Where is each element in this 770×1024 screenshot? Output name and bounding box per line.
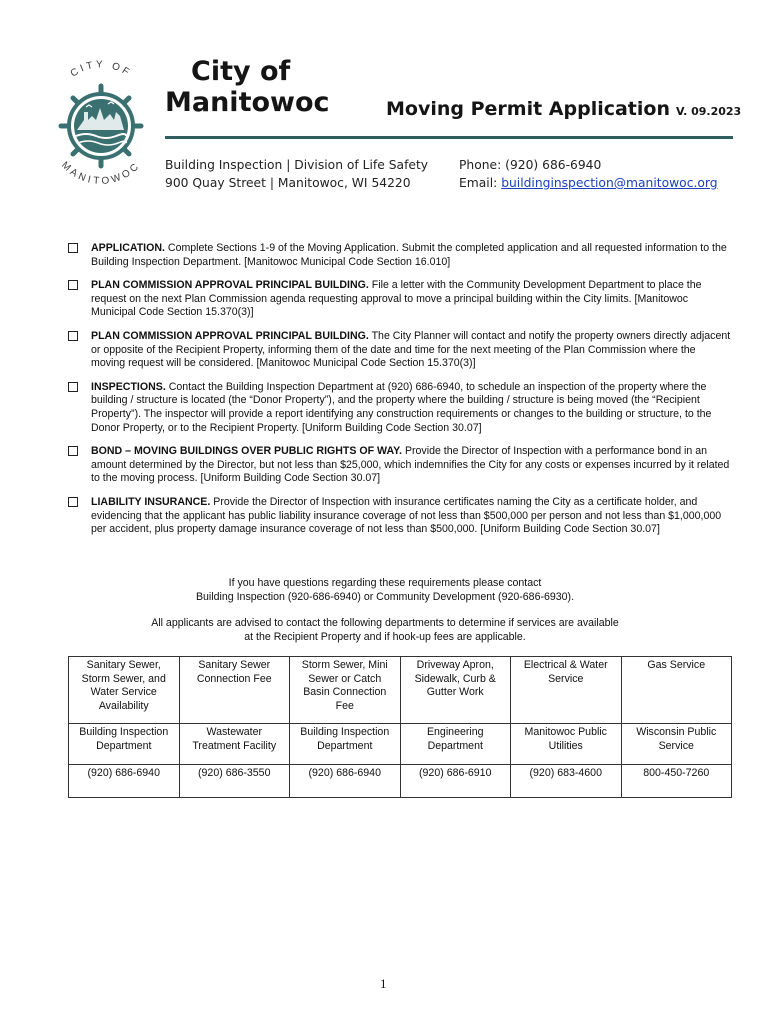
requirement-item xyxy=(68,242,732,269)
requirement-text: Provide the Director of Inspection with a performance bond in an amount determined by the Director, but not less than $25,000, which indemnifies the City for any costs or expenses incurred by it related to the moving process. [Uniform Building Code Section 30.07] xyxy=(91,445,730,485)
city-name-line2: Manitowoc xyxy=(165,87,330,118)
requirement-text: The City Planner will contact and notify the property owners directly adjacent or opposite of the Recipient Property, informing them of the date and time for the next meeting of the Plan Commission where the moving request will be considered. [Manitowoc Municipal Code Section 15.370(3)] xyxy=(91,329,731,370)
contact-info xyxy=(459,156,718,192)
requirement-heading: INSPECTIONS. xyxy=(91,380,166,393)
questions-note-line2: Building Inspection (920-686-6940) or Community Development (920-686-6930). xyxy=(195,590,575,603)
advisory-note xyxy=(60,617,710,644)
email-label: Email: xyxy=(459,176,498,190)
table-cell: Sanitary Sewer Connection Fee xyxy=(179,657,290,724)
requirement-item xyxy=(68,496,732,537)
page-number: 1 xyxy=(380,976,387,991)
requirement-text: Contact the Building Inspection Department at (920) 686-6940, to schedule an inspection of the property where the building / structure is located (the “Donor Property”), and the property where the building / structure is being moved (the “Recipient Property”). The inspector will provide a report identifying any construction requirements or changes to the building or structure, to the Donor Property, or to the Recipient Property. [Uniform Building Code Section 30.07] xyxy=(91,380,712,434)
table-cell: Engineering Department xyxy=(400,724,511,765)
table-cell: (920) 686-6910 xyxy=(400,765,511,798)
requirement-item xyxy=(68,445,732,486)
services-contact-table xyxy=(68,656,732,798)
requirement-heading: APPLICATION. xyxy=(91,242,165,254)
requirement-checkbox[interactable] xyxy=(68,280,78,290)
requirement-checkbox[interactable] xyxy=(68,243,78,253)
table-cell: (920) 686-3550 xyxy=(179,765,290,798)
table-cell: (920) 686-6940 xyxy=(290,765,401,798)
form-title-text: Moving Permit Application xyxy=(386,98,670,120)
header-divider xyxy=(165,136,733,139)
table-cell: Sanitary Sewer, Storm Sewer, and Water Service Availability xyxy=(69,657,180,724)
requirement-text: File a letter with the Community Development Department to place the request on the next Plan Commission agenda requesting approval to move a principal building within the City limits. [Manitowoc Municipal Code Section 15.370(3)] xyxy=(91,279,702,319)
requirement-text: Provide the Director of Inspection with insurance certificates naming the City as a certificate holder, and evidencing that the applicant has public liability insurance coverage of not less than $500,000 per person and not less than $1,000,000 per accident, plus property damage insurance coverage of not less than $500,000. [Uniform Building Code Section 30.07] xyxy=(91,495,722,536)
requirement-checkbox[interactable] xyxy=(68,497,78,507)
table-row-services xyxy=(69,657,732,724)
email-line xyxy=(459,174,718,192)
city-name xyxy=(165,56,330,118)
requirement-item xyxy=(68,330,732,371)
table-cell: Manitowoc Public Utilities xyxy=(511,724,622,765)
questions-note-line1: If you have questions regarding these requirements please contact xyxy=(228,577,542,589)
requirement-checkbox[interactable] xyxy=(68,446,78,456)
requirement-checkbox[interactable] xyxy=(68,382,78,392)
phone-line: Phone: (920) 686-6940 xyxy=(459,158,602,172)
questions-note xyxy=(60,577,710,604)
requirement-item xyxy=(68,381,732,435)
requirement-heading: PLAN COMMISSION APPROVAL PRINCIPAL BUILDING. xyxy=(91,279,369,292)
svg-text:CITY OF: CITY OF xyxy=(68,59,134,80)
form-title xyxy=(386,98,741,120)
advisory-note-line2: at the Recipient Property and if hook-up fees are applicable. xyxy=(244,630,526,643)
table-row-phones xyxy=(69,765,732,798)
requirement-heading: BOND – MOVING BUILDINGS OVER PUBLIC RIGHTS OF WAY. xyxy=(91,445,402,458)
table-cell: (920) 686-6940 xyxy=(69,765,180,798)
table-cell: Building Inspection Department xyxy=(69,724,180,765)
svg-text:MANITOWOC: MANITOWOC xyxy=(59,159,143,188)
requirement-checkbox[interactable] xyxy=(68,331,78,341)
table-cell: Electrical & Water Service xyxy=(511,657,622,724)
table-row-departments xyxy=(69,724,732,765)
advisory-note-line1: All applicants are advised to contact the following departments to determine if services are available xyxy=(151,617,619,629)
requirement-item xyxy=(68,279,732,320)
table-cell: Driveway Apron, Sidewalk, Curb & Gutter Work xyxy=(400,657,511,724)
table-cell: Building Inspection Department xyxy=(290,724,401,765)
table-cell: (920) 683-4600 xyxy=(511,765,622,798)
table-cell: Wastewater Treatment Facility xyxy=(179,724,290,765)
form-version: V. 09.2023 xyxy=(675,105,742,118)
table-cell: Gas Service xyxy=(621,657,732,724)
requirements-checklist xyxy=(68,242,732,547)
table-cell: 800-450-7260 xyxy=(621,765,732,798)
city-seal-logo xyxy=(40,50,162,190)
table-cell: Storm Sewer, Mini Sewer or Catch Basin Connection Fee xyxy=(290,657,401,724)
requirement-heading: PLAN COMMISSION APPROVAL PRINCIPAL BUILDING. xyxy=(91,329,369,342)
city-name-line1: City of xyxy=(191,56,291,87)
department-address xyxy=(165,156,428,192)
requirement-text: Complete Sections 1-9 of the Moving Application. Submit the completed application and all requested information to the Building Inspection Department. [Manitowoc Municipal Code Section 16.010] xyxy=(91,242,727,268)
department-line: Building Inspection | Division of Life Safety xyxy=(165,158,429,172)
requirement-heading: LIABILITY INSURANCE. xyxy=(91,495,211,508)
table-cell: Wisconsin Public Service xyxy=(621,724,732,765)
email-link[interactable]: buildinginspection@manitowoc.org xyxy=(501,176,718,190)
address-line: 900 Quay Street | Manitowoc, WI 54220 xyxy=(165,176,411,190)
